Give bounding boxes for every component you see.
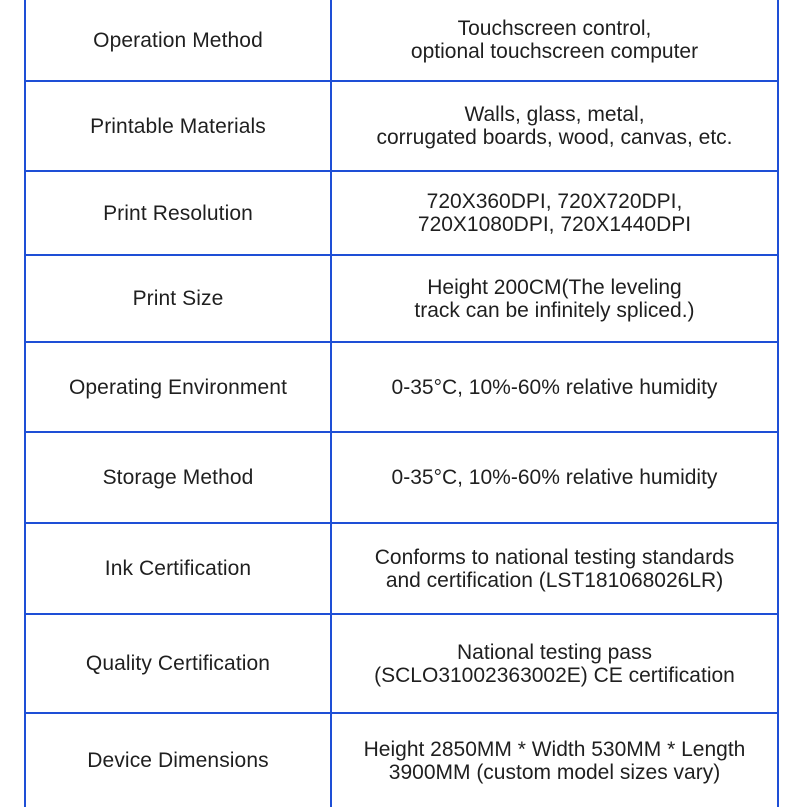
spec-label: Device Dimensions (25, 713, 331, 807)
spec-label: Quality Certification (25, 614, 331, 713)
spec-row-ink-certification (25, 523, 778, 614)
spec-label: Printable Materials (25, 81, 331, 171)
spec-row-operation-method (25, 0, 778, 81)
spec-row-quality-certification (25, 614, 778, 713)
spec-label: Print Size (25, 255, 331, 342)
spec-label: Print Resolution (25, 171, 331, 255)
spec-row-print-resolution (25, 171, 778, 255)
spec-value: 0-35°C, 10%-60% relative humidity (331, 432, 778, 523)
spec-row-printable-materials (25, 81, 778, 171)
spec-value: Touchscreen control, optional touchscreen computer (331, 0, 778, 81)
spec-row-operating-environment (25, 342, 778, 432)
spec-value: National testing pass (SCLO31002363002E) CE certification (331, 614, 778, 713)
specification-table (24, 0, 779, 807)
spec-value: Conforms to national testing standards and certification (LST181068026LR) (331, 523, 778, 614)
spec-row-storage-method (25, 432, 778, 523)
spec-row-print-size (25, 255, 778, 342)
spec-label: Storage Method (25, 432, 331, 523)
spec-label: Ink Certification (25, 523, 331, 614)
spec-label: Operating Environment (25, 342, 331, 432)
spec-label: Operation Method (25, 0, 331, 81)
spec-value: Walls, glass, metal, corrugated boards, wood, canvas, etc. (331, 81, 778, 171)
spec-value: 720X360DPI, 720X720DPI, 720X1080DPI, 720X1440DPI (331, 171, 778, 255)
spec-value: 0-35°C, 10%-60% relative humidity (331, 342, 778, 432)
spec-row-device-dimensions (25, 713, 778, 807)
spec-value: Height 200CM(The leveling track can be infinitely spliced.) (331, 255, 778, 342)
spec-value: Height 2850MM * Width 530MM * Length 3900MM (custom model sizes vary) (331, 713, 778, 807)
